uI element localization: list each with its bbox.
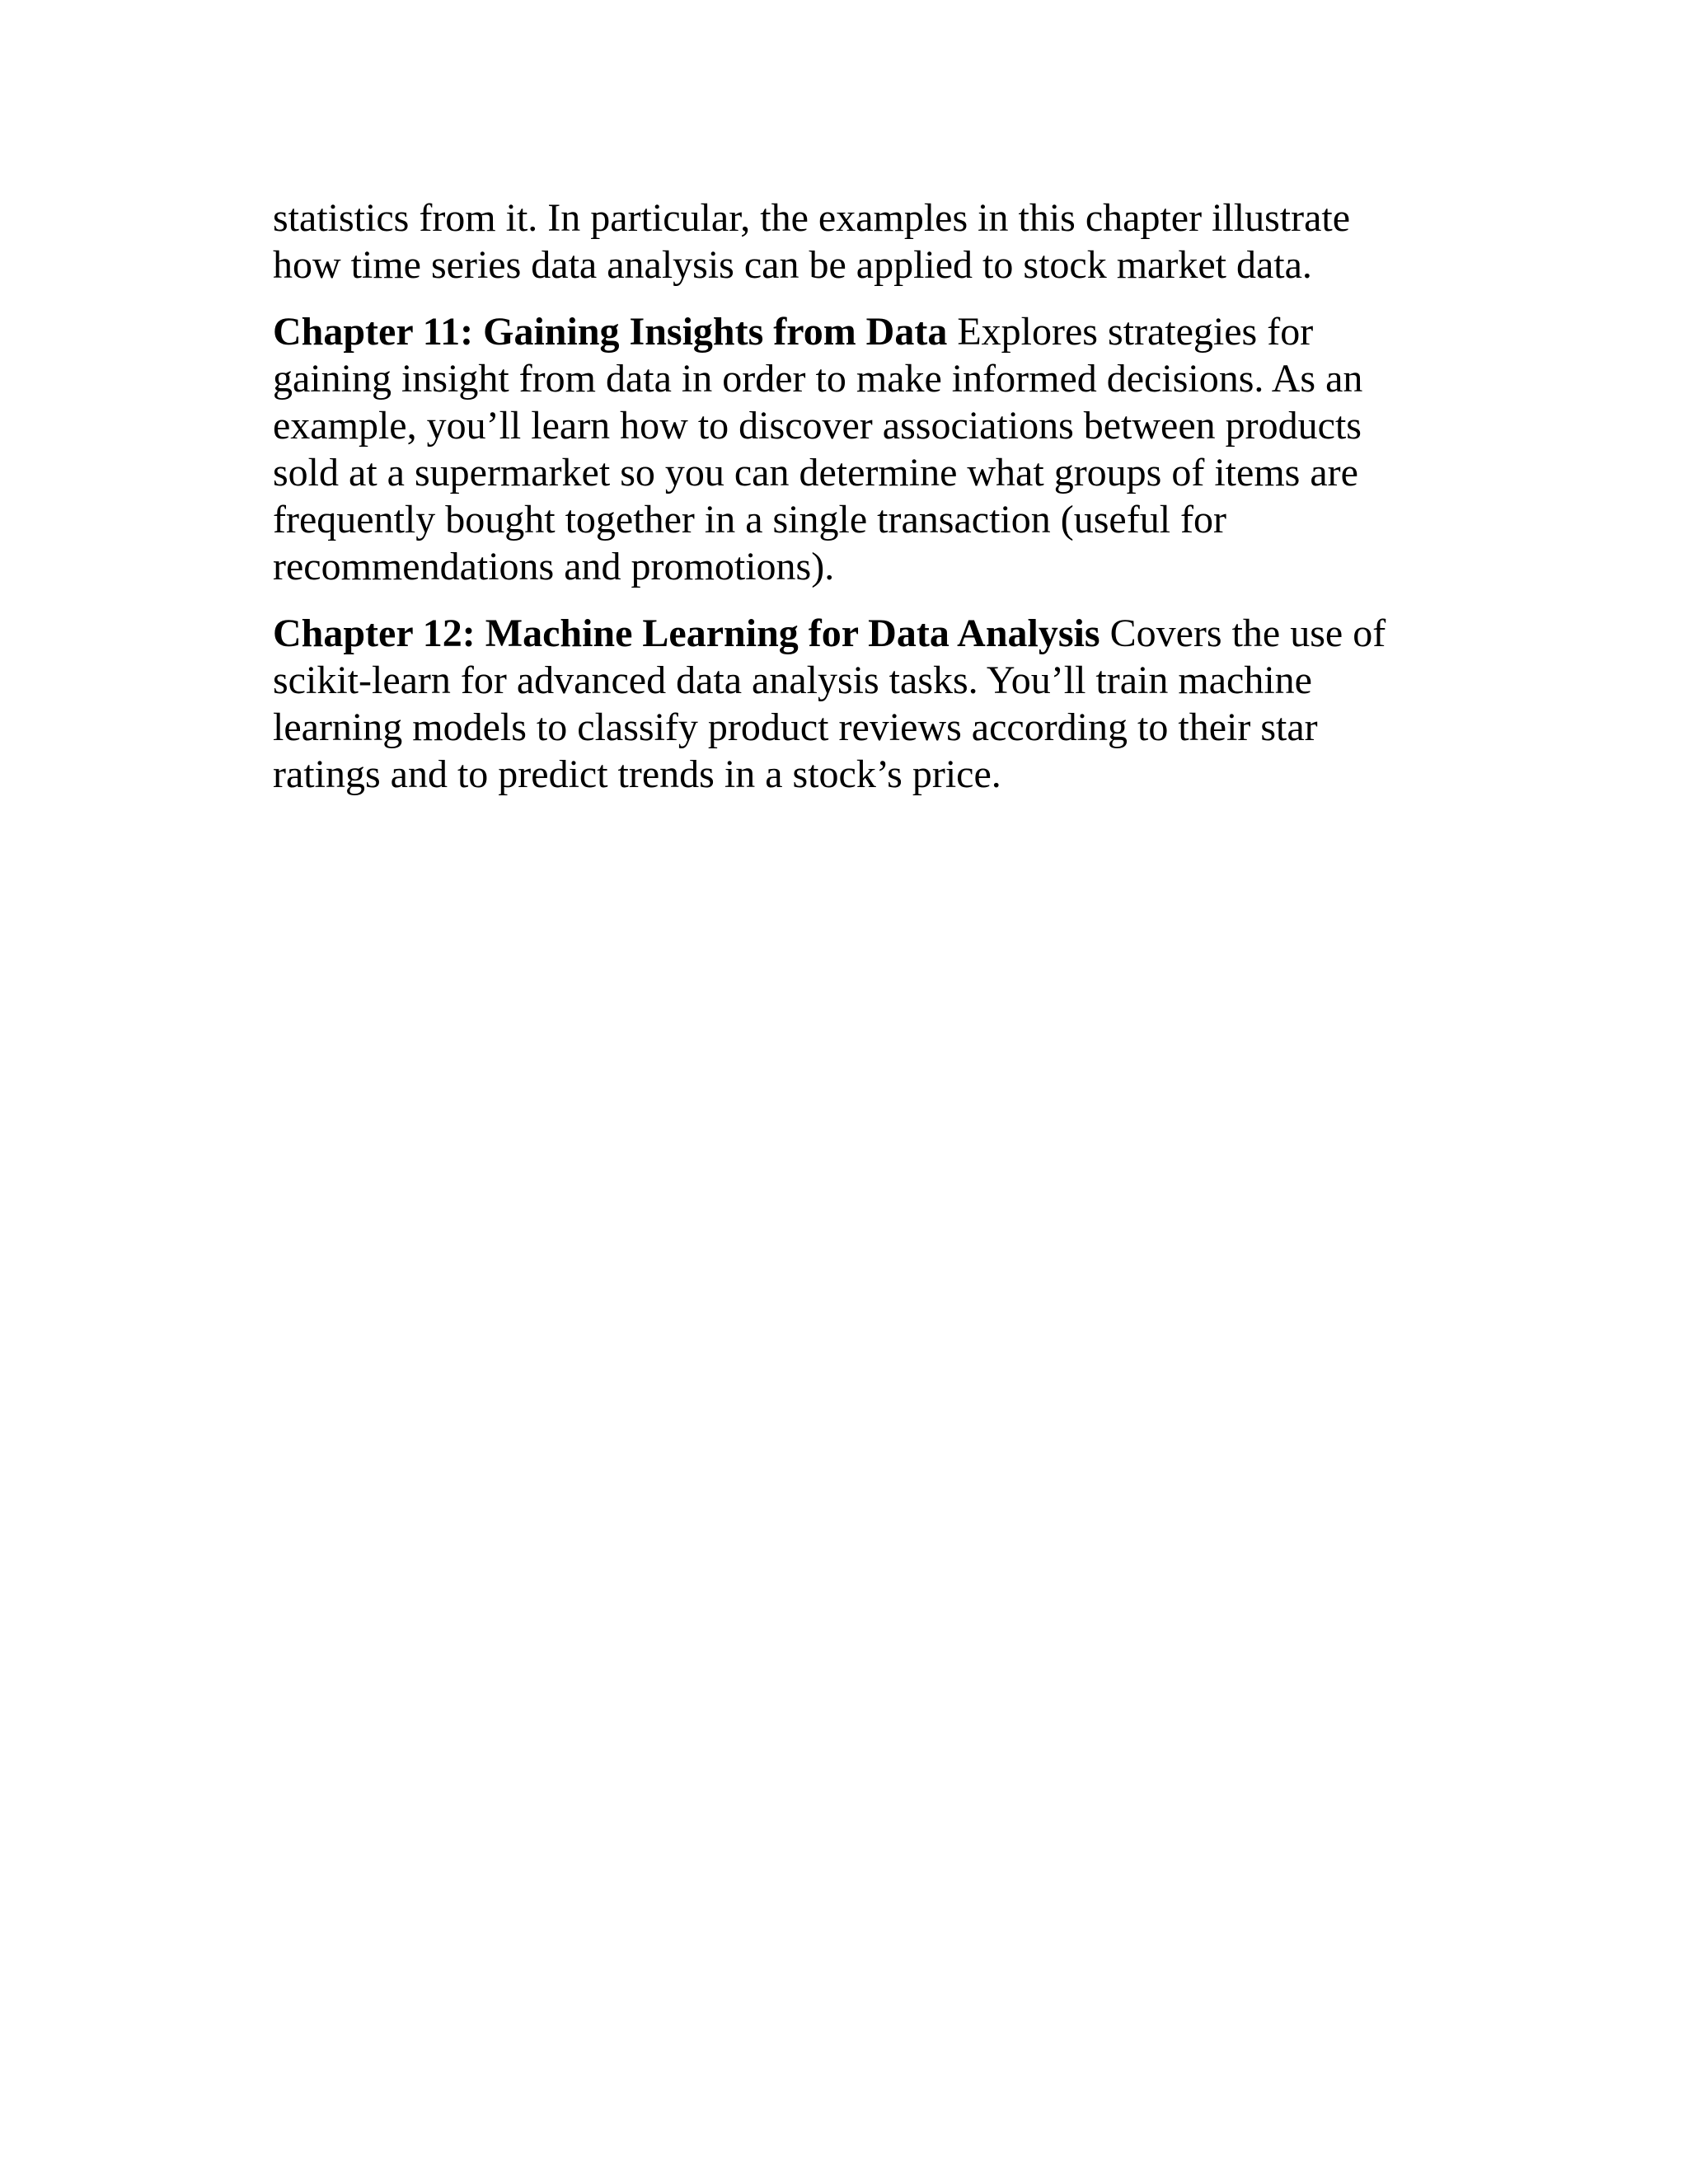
- text-line: how time series data analysis can be applied to stock market data.: [273, 243, 1312, 287]
- text-line: recommendations and promotions).: [273, 545, 835, 588]
- chapter-11-heading: Chapter 11: Gaining Insights from Data: [273, 310, 948, 354]
- text-line: scikit-learn for advanced data analysis tasks. You’ll train machine: [273, 658, 1312, 702]
- paragraph-first-line: [273, 308, 1443, 355]
- text-run: Covers the use of: [1100, 612, 1386, 655]
- page-content: [273, 194, 1443, 818]
- paragraph-time-series-continued: [273, 194, 1443, 288]
- text-line: frequently bought together in a single transaction (useful for: [273, 498, 1226, 541]
- text-line: statistics from it. In particular, the examples in this chapter illustrate: [273, 196, 1351, 240]
- paragraph-chapter-11: [273, 308, 1443, 590]
- chapter-12-heading: Chapter 12: Machine Learning for Data Analysis: [273, 612, 1100, 655]
- text-line: ratings and to predict trends in a stock’s price.: [273, 752, 1001, 796]
- paragraph-first-line: [273, 610, 1443, 657]
- text-line: learning models to classify product reviews according to their star: [273, 705, 1318, 749]
- text-line: gaining insight from data in order to make informed decisions. As an: [273, 357, 1363, 401]
- text-line: sold at a supermarket so you can determine what groups of items are: [273, 451, 1358, 494]
- paragraph-chapter-12: [273, 610, 1443, 798]
- text-run: Explores strategies for: [947, 310, 1314, 354]
- text-line: example, you’ll learn how to discover associations between products: [273, 404, 1362, 448]
